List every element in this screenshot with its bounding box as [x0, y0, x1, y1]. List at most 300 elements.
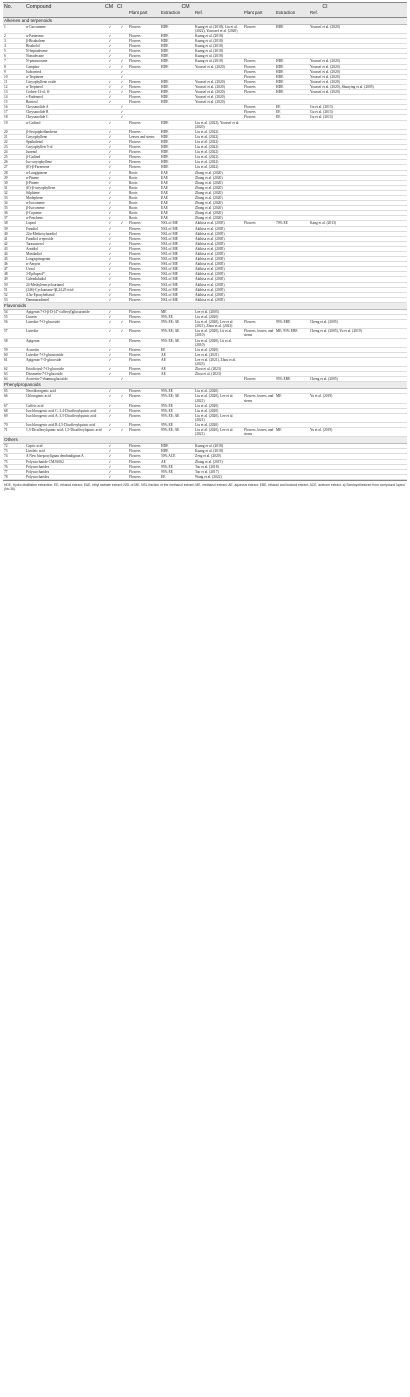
cell-no: 34: [3, 201, 25, 206]
cell-ci-ref: Youssef et al. (2020): [309, 24, 407, 33]
cell-no: 5: [3, 49, 25, 54]
cell-cm-ref: Tao et al. (2017): [194, 469, 243, 474]
cell-cm-extraction: NSL of ME: [160, 277, 194, 282]
cell-ci-extraction: 70% EE: [275, 221, 309, 226]
cell-cm-check: ✓: [104, 165, 116, 170]
cell-cm-ref: Liu et al. (2020): [194, 408, 243, 413]
cell-cm-extraction: EAE: [160, 170, 194, 175]
cell-cm-ref: Wang et al. (2022): [194, 474, 243, 479]
cell-compound: Chlorogenic acid: [25, 394, 104, 403]
cell-compound: Acacetin: [25, 347, 104, 352]
cell-cm-ref: Zeng et al. (2020): [194, 454, 243, 459]
cell-no: 64: [3, 377, 25, 382]
cell-ci-ref: Gu et al. (2013): [309, 110, 407, 115]
section-header: [3, 382, 407, 389]
cell-cm-extraction: 95% EE: [160, 469, 194, 474]
cell-cm-ref: Akihisa et al. (2005): [194, 231, 243, 236]
cell-cm-extraction: HDE: [160, 44, 194, 49]
cell-cm-check: ✓: [104, 449, 116, 454]
cell-ci-check: ✓: [116, 84, 128, 89]
cell-compound: Caryophyllene oxide: [25, 79, 104, 84]
cell-cm-extraction: 95% EE: [160, 315, 194, 320]
cell-no: 69: [3, 413, 25, 422]
cell-cm-plant-part: Flowers: [128, 267, 160, 272]
cell-cm-extraction: HDE: [160, 49, 194, 54]
cell-cm-ref: Akihisa et al. (2005): [194, 287, 243, 292]
cell-cm-extraction: 95% EE: [160, 423, 194, 428]
cell-cm-ref: Liu et al. (2022): [194, 155, 243, 160]
cell-cm-check: ✓: [104, 206, 116, 211]
cell-cm-check: ✓: [104, 185, 116, 190]
cell-ci-extraction: [275, 338, 309, 347]
cell-no: 18: [3, 115, 25, 120]
cell-compound: Arnidiol: [25, 246, 104, 251]
cell-compound: α-Isocomene: [25, 201, 104, 206]
cell-cm-extraction: HDE: [160, 90, 194, 95]
cell-no: 19: [3, 120, 25, 129]
cell-no: 74: [3, 454, 25, 459]
cell-cm-plant-part: Flowers: [128, 150, 160, 155]
cell-ci-extraction: HDE: [275, 84, 309, 89]
cell-ci-ref: Yu et al. (2019): [309, 428, 407, 437]
cell-cm-extraction: NSL of ME: [160, 287, 194, 292]
cell-ci-extraction: ME: [275, 428, 309, 437]
cell-ci-plant-part: [243, 120, 275, 129]
cell-ci-plant-part: Flowers: [243, 69, 275, 74]
cell-cm-check: ✓: [104, 84, 116, 89]
cell-cm-plant-part: Flowers: [128, 320, 160, 329]
cell-compound: Chrysanolide A: [25, 105, 104, 110]
cell-cm-ref: Liu et al. (2020): [194, 347, 243, 352]
cell-compound: Isochlorogenic acid C; 3,4-Dicaffeoylquinic acid: [25, 408, 104, 413]
cell-compound: Apigenin: [25, 338, 104, 347]
cell-cm-check: ✓: [104, 459, 116, 464]
cell-compound: β-Copaene: [25, 211, 104, 216]
cell-cm-plant-part: Flowers: [128, 423, 160, 428]
cell-cm-extraction: AE: [160, 357, 194, 366]
cell-cm-check: ✓: [104, 394, 116, 403]
cell-compound: Luteolin-7-O-glucoside: [25, 320, 104, 329]
cell-ci-check: ✓: [116, 74, 128, 79]
cell-cm-check: ✓: [104, 145, 116, 150]
cell-cm-check: ✓: [104, 236, 116, 241]
cell-cm-check: ✓: [104, 160, 116, 165]
cell-compound: α-Curcumene: [25, 24, 104, 33]
cell-no: 21: [3, 134, 25, 139]
cell-ci-plant-part: Flowers: [243, 74, 275, 79]
cell-no: 71: [3, 428, 25, 437]
cell-cm-extraction: 95% EE; AE: [160, 394, 194, 403]
cell-cm-extraction: EAE: [160, 175, 194, 180]
cell-ci-extraction: EE: [275, 105, 309, 110]
cell-no: 8: [3, 64, 25, 69]
cell-cm-extraction: HDE: [160, 24, 194, 33]
cell-cm-plant-part: Flowers: [128, 236, 160, 241]
cell-no: 29: [3, 175, 25, 180]
cell-ci-extraction: HDE: [275, 79, 309, 84]
cell-cm-check: ✓: [104, 297, 116, 302]
cell-cm-ref: Kuang et al. (2018): [194, 39, 243, 44]
cell-cm-check: ✓: [104, 246, 116, 251]
subheader-ci-plant-part: Plant part: [243, 10, 275, 17]
cell-cm-plant-part: Flowers: [128, 129, 160, 134]
cell-no: 25: [3, 155, 25, 160]
cell-cm-plant-part: Roots: [128, 201, 160, 206]
cell-compound: Acacetin-7-rhamnoglucoside: [25, 377, 104, 382]
cell-cm-extraction: HDE: [160, 33, 194, 38]
cell-no: 53: [3, 297, 25, 302]
cell-ci-check: ✓: [116, 24, 128, 33]
cell-cm-plant-part: Flowers: [128, 90, 160, 95]
cell-cm-ref: Lee et al. (2003): [194, 309, 243, 314]
cell-cm-ref: Zhou et al. (2023): [194, 367, 243, 372]
cell-cm-check: ✓: [104, 282, 116, 287]
cell-ci-plant-part: Flowers: [243, 221, 275, 226]
cell-compound: Polysaccharides: [25, 464, 104, 469]
cell-ci-extraction: ME: [275, 394, 309, 403]
header-ci-group: CI: [243, 3, 407, 11]
cell-cm-check: ✓: [104, 357, 116, 366]
cell-cm-plant-part: Flowers: [128, 246, 160, 251]
cell-cm-plant-part: Flowers: [128, 282, 160, 287]
table-row: [3, 394, 407, 403]
cell-cm-extraction: HDE: [160, 39, 194, 44]
cell-compound: Junenol: [25, 150, 104, 155]
cell-ci-plant-part: [243, 357, 275, 366]
cell-ci-extraction: EE: [275, 115, 309, 120]
cell-cm-extraction: 95% EE; AE: [160, 413, 194, 422]
cell-ci-ref: Cheng et al. (2005): [309, 377, 407, 382]
cell-cm-plant-part: Flowers: [128, 277, 160, 282]
cell-no: 15: [3, 100, 25, 105]
cell-compound: Capric acid: [25, 444, 104, 449]
cell-cm-plant-part: Flowers: [128, 221, 160, 226]
cell-cm-check: ✓: [104, 44, 116, 49]
cell-no: 59: [3, 347, 25, 352]
cell-cm-plant-part: Flowers: [128, 24, 160, 33]
cell-ci-ref: [309, 474, 407, 479]
cell-cm-ref: Akihisa et al. (2005): [194, 257, 243, 262]
cell-cm-extraction: HDE: [160, 160, 194, 165]
cell-cm-check: ✓: [104, 190, 116, 195]
cell-cm-ref: Liu et al. (2020), Lee et al. (2021), Zhou et al. (2023): [194, 320, 243, 329]
cell-no: 62: [3, 367, 25, 372]
cell-cm-check: ✓: [104, 252, 116, 257]
cell-cm-check: ✓: [104, 226, 116, 231]
cell-cm-extraction: EE: [160, 474, 194, 479]
cell-no: 33: [3, 195, 25, 200]
cell-cm-ref: Liu et al. (2022): [194, 139, 243, 144]
cell-cm-plant-part: Flowers: [128, 389, 160, 394]
cell-cm-extraction: NSL of ME: [160, 241, 194, 246]
cell-cm-extraction: 95% EE: [160, 389, 194, 394]
section-header: [3, 437, 407, 444]
cell-no: 41: [3, 236, 25, 241]
cell-no: 7: [3, 59, 25, 64]
cell-cm-plant-part: Flowers: [128, 464, 160, 469]
cell-ci-ref: Cheng et al. (2005): [309, 320, 407, 329]
cell-cm-plant-part: Flowers: [128, 449, 160, 454]
cell-cm-ref: Liu et al. (2022): [194, 150, 243, 155]
cell-cm-ref: Liu et al. (2020), Lee et al. (2021): [194, 413, 243, 422]
cell-cm-check: ✓: [104, 79, 116, 84]
cell-ci-check: ✓: [116, 329, 128, 338]
cell-cm-ref: Kuang et al. (2018), Liu et al. (2022), Yousssef et al. (2020): [194, 24, 243, 33]
cell-cm-plant-part: Flowers: [128, 413, 160, 422]
cell-cm-extraction: HDE: [160, 134, 194, 139]
subheader-cm-ref: Ref.: [194, 10, 243, 17]
cell-no: 4: [3, 44, 25, 49]
header-compound: Compound: [25, 3, 104, 11]
cell-compound: Cedren-13-ol, 8-: [25, 90, 104, 95]
cell-no: 52: [3, 292, 25, 297]
cell-no: 27: [3, 165, 25, 170]
cell-cm-check: ✓: [104, 134, 116, 139]
cell-no: 44: [3, 252, 25, 257]
cell-cm-extraction: NSL of ME: [160, 297, 194, 302]
cell-cm-plant-part: Flowers: [128, 428, 160, 437]
cell-ci-check: ✓: [116, 377, 128, 382]
cell-compound: Spathulenol: [25, 139, 104, 144]
cell-ci-plant-part: Flowers: [243, 320, 275, 329]
cell-cm-ref: Liu et al. (2020), Lü et al. (2010): [194, 329, 243, 338]
cell-cm-ref: Youssef et al. (2020): [194, 84, 243, 89]
cell-cm-ref: Kuang et al. (2018): [194, 49, 243, 54]
cell-no: 77: [3, 469, 25, 474]
cell-no: 65: [3, 389, 25, 394]
cell-ci-plant-part: Flowers, leaves, and stems: [244, 329, 274, 338]
cell-cm-ref: Akihisa et al. (2005): [194, 297, 243, 302]
cell-compound: Caryophyllen-5-ol: [25, 145, 104, 150]
table-row: [3, 329, 407, 338]
cell-no: 78: [3, 474, 25, 479]
cell-compound: Dammaradienol: [25, 297, 104, 302]
cell-cm-extraction: NSL of ME: [160, 292, 194, 297]
cell-cm-plant-part: Flowers: [128, 315, 160, 320]
subheader-cm-extraction: Extraction: [160, 10, 194, 17]
cell-cm-plant-part: Flowers: [128, 297, 160, 302]
table-footnote: HDE, Hydro distillation extraction; EE, ethanol extract; EAE, ethyl acetate extract; NSL of ME, NSL fraction of the methanol extract; ME, methanol extract; AE, aqueous extract; EBE, ethanol and butanol extract; ACE, acetone extract. a) Semisynthesized from compound lupeol (No.38).: [3, 480, 407, 491]
cell-cm-check: ✓: [104, 352, 116, 357]
cell-compound: Camphor: [25, 64, 104, 69]
cell-ci-ref: Cheng et al. (2005), Yu et al. (2019): [309, 329, 407, 338]
cell-ci-ref: [309, 413, 407, 422]
cell-cm-ref: Zhang et al. (2020): [194, 211, 243, 216]
cell-cm-check: ✓: [104, 170, 116, 175]
cell-no: 43: [3, 246, 25, 251]
cell-ci-plant-part: Flowers: [243, 79, 275, 84]
cell-cm-ref: Liu et al. (2022), Youssef et al. (2020): [194, 120, 243, 129]
cell-compound: 4,5α-Epoxyhelianol: [25, 292, 104, 297]
cell-compound: α-Terpinene: [25, 74, 104, 79]
cell-cm-extraction: 95% EE: [160, 464, 194, 469]
cell-compound: β-Isocomene: [25, 206, 104, 211]
cell-cm-plant-part: Flowers: [128, 394, 160, 403]
cell-no: 39: [3, 226, 25, 231]
cell-cm-plant-part: Flowers: [128, 79, 160, 84]
cell-cm-extraction: EAE: [160, 195, 194, 200]
cell-cm-check: ✓: [104, 320, 116, 329]
subheader-ci-ref: Ref.: [309, 10, 407, 17]
cell-compound: α-Terpineol: [25, 84, 104, 89]
cell-cm-check: ✓: [104, 100, 116, 105]
cell-cm-check: ✓: [104, 413, 116, 422]
cell-cm-plant-part: Roots: [128, 216, 160, 221]
table-row: [3, 474, 407, 479]
cell-cm-extraction: HDE: [160, 449, 194, 454]
cell-no: 58: [3, 338, 25, 347]
cell-compound: N-pentacosane: [25, 59, 104, 64]
cell-cm-ref: Youssef et al. (2020): [194, 100, 243, 105]
cell-ci-extraction: [275, 357, 309, 366]
cell-cm-extraction: 95% EE; AE: [160, 338, 194, 347]
cell-ci-plant-part: Flowers, leaves, and stems: [244, 394, 274, 403]
cell-ci-ref: Yu et al. (2019): [309, 394, 407, 403]
cell-cm-plant-part: Roots: [128, 170, 160, 175]
header-cm-group: CM: [128, 3, 243, 11]
cell-cm-ref: Zhang et al. (2020): [194, 170, 243, 175]
table-row: [3, 357, 407, 366]
cell-ci-ref: Youssef et al. (2020): [309, 64, 407, 69]
cell-cm-check: ✓: [104, 315, 116, 320]
cell-cm-plant-part: Flowers: [128, 372, 160, 377]
cell-cm-plant-part: Flowers: [128, 95, 160, 100]
cell-no: 9: [3, 69, 25, 74]
cell-cm-extraction: EAE: [160, 216, 194, 221]
cell-cm-plant-part: Roots: [128, 175, 160, 180]
cell-cm-plant-part: Flowers: [128, 84, 160, 89]
section-header: [3, 302, 407, 309]
cell-cm-extraction: EAE: [160, 185, 194, 190]
cell-compound: Silphiene: [25, 190, 104, 195]
cell-cm-ref: Liu et al. (2020), Lü et al. (2010): [194, 338, 243, 347]
cell-cm-check: ✓: [104, 454, 116, 459]
cell-cm-check: ✓: [104, 195, 116, 200]
header-no: No.: [3, 3, 25, 11]
cell-cm-check: ✓: [104, 474, 116, 479]
cell-cm-check: ✓: [104, 231, 116, 236]
cell-cm-plant-part: Flowers: [128, 33, 160, 38]
cell-ci-check: ✓: [116, 105, 128, 110]
cell-ci-ref: Youssef et al. (2020), Shunying et al. (2005): [309, 84, 407, 89]
table-container: [3, 0, 407, 491]
cell-no: 22: [3, 139, 25, 144]
cell-cm-extraction: AE: [160, 367, 194, 372]
cell-no: 14: [3, 95, 25, 100]
cell-compound: β-Cadinol: [25, 155, 104, 160]
cell-cm-check: ✓: [104, 64, 116, 69]
cell-no: 10: [3, 74, 25, 79]
cell-compound: Eriodictyol-7-O-glucoside: [25, 367, 104, 372]
cell-cm-plant-part: Flowers: [128, 338, 160, 347]
cell-compound: N-heptadecane: [25, 49, 104, 54]
cell-ci-extraction: HDE: [275, 69, 309, 74]
cell-cm-ref: Liu et al. (2020), Lee et al. (2021): [194, 394, 243, 403]
cell-no: 3: [3, 39, 25, 44]
cell-cm-extraction: NSL of ME: [160, 226, 194, 231]
cell-cm-ref: Akihisa et al. (2005): [194, 246, 243, 251]
table-body: [3, 17, 407, 479]
cell-cm-check: ✓: [104, 95, 116, 100]
cell-cm-plant-part: Flowers: [128, 459, 160, 464]
table-row: [3, 428, 407, 437]
cell-cm-ref: Kuang et al. (2018): [194, 449, 243, 454]
cell-cm-extraction: 95% EE; AE: [160, 320, 194, 329]
cell-no: 72: [3, 444, 25, 449]
cell-cm-extraction: NSL of ME: [160, 272, 194, 277]
cell-compound: Isochlorogenic acid A; 3,5-Dicaffeoylquinic acid: [25, 413, 104, 422]
cell-ci-extraction: [275, 120, 309, 129]
cell-cm-plant-part: Flowers: [128, 226, 160, 231]
cell-cm-plant-part: Flowers: [128, 367, 160, 372]
cell-cm-ref: Akihisa et al. (2005): [194, 277, 243, 282]
cell-cm-plant-part: Flowers: [128, 139, 160, 144]
cell-no: 49: [3, 277, 25, 282]
cell-cm-ref: Liu et al. (2020): [194, 389, 243, 394]
table-row: [3, 24, 407, 33]
cell-compound: Chrysanolide B: [25, 110, 104, 115]
cell-ci-plant-part: Flowers: [243, 90, 275, 95]
cell-no: 66: [3, 394, 25, 403]
cell-cm-ref: Youssef et al. (2020): [194, 64, 243, 69]
cell-cm-plant-part: Flowers: [128, 357, 160, 366]
cell-ci-plant-part: Flowers: [243, 377, 275, 382]
cell-no: 42: [3, 241, 25, 246]
cell-cm-ref: Kuang et al. (2018): [194, 444, 243, 449]
cell-ci-plant-part: Flowers: [243, 64, 275, 69]
cell-ci-ref: Gu et al. (2013): [309, 105, 407, 110]
cell-cm-extraction: NSL of ME: [160, 231, 194, 236]
cell-cm-extraction: HDE: [160, 155, 194, 160]
cell-no: 76: [3, 464, 25, 469]
cell-cm-ref: Akihisa et al. (2005): [194, 272, 243, 277]
cell-cm-check: ✓: [104, 408, 116, 413]
cell-compound: β-Pinene: [25, 180, 104, 185]
cell-compound: τ-Eudesmol: [25, 95, 104, 100]
cell-ci-extraction: 95% EBE: [275, 377, 309, 382]
cell-cm-extraction: HDE: [160, 95, 194, 100]
cell-no: 70: [3, 423, 25, 428]
cell-compound: Caryophyllene: [25, 134, 104, 139]
cell-ci-check: ✓: [116, 115, 128, 120]
cell-cm-plant-part: Flowers: [128, 474, 160, 479]
cell-ci-check: ✓: [116, 320, 128, 329]
cell-no: 63: [3, 372, 25, 377]
cell-ci-check: ✓: [116, 90, 128, 95]
cell-cm-ref: Liu et al. (2022): [194, 165, 243, 170]
cell-ci-ref: Youssef et al. (2020): [309, 69, 407, 74]
cell-no: 23: [3, 145, 25, 150]
cell-cm-check: ✓: [104, 469, 116, 474]
cell-compound: Lupeol: [25, 221, 104, 226]
cell-compound: α-Cadinol: [25, 120, 104, 129]
cell-ci-plant-part: Flowers: [243, 115, 275, 120]
cell-compound: Polysaccharide CMJA0S2: [25, 459, 104, 464]
cell-cm-ref: Kuang et al. (2018): [194, 54, 243, 59]
cell-no: 46: [3, 262, 25, 267]
cell-compound: Borneol: [25, 100, 104, 105]
cell-no: 51: [3, 287, 25, 292]
cell-cm-plant-part: Roots: [128, 185, 160, 190]
cell-cm-ref: Zhang et al. (2020): [194, 180, 243, 185]
cell-cm-check: ✓: [104, 347, 116, 352]
section-title: Phenylpropanoids: [3, 382, 407, 389]
cell-cm-check: ✓: [104, 241, 116, 246]
cell-cm-plant-part: Leaves and stems: [128, 134, 160, 139]
cell-no: 40: [3, 231, 25, 236]
cell-compound: α-Amyrin: [25, 262, 104, 267]
cell-compound: Isoborneol: [25, 69, 104, 74]
